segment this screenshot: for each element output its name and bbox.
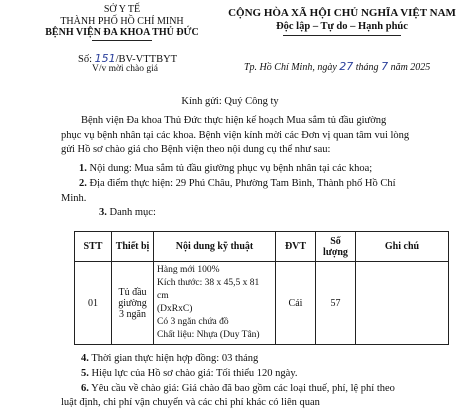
- spec-line: Hàng mới 100%: [157, 265, 220, 275]
- handwritten-day: 27: [339, 60, 354, 73]
- item-text-continued: Minh.: [61, 192, 87, 204]
- spec-line: (DxRxC): [157, 304, 193, 314]
- column-header: Thiết bị: [112, 232, 154, 262]
- spec-line: Có 3 ngăn chứa đồ: [157, 317, 229, 327]
- item-number: 1.: [79, 163, 87, 174]
- place-and-date: [244, 60, 430, 73]
- column-header: Số lượng: [316, 232, 356, 262]
- table-row: [75, 262, 449, 345]
- column-header: Nội dung kỹ thuật: [154, 232, 276, 262]
- month-label: tháng: [355, 62, 379, 73]
- catalog-table: [74, 231, 449, 345]
- item-text: Yêu cầu về chào giá: Giá chào đã bao gồm các loại thuế, phí, lệ phí theo: [91, 383, 395, 394]
- spec-line: Chất liệu: Nhựa (Duy Tân): [157, 330, 260, 340]
- unit: Cái: [276, 262, 316, 345]
- salutation: Kính gửi: Quý Công ty: [181, 96, 279, 107]
- document-subject: V/v mời chào giá: [92, 64, 158, 74]
- spec-line: Kích thước: 38 x 45,5 x 81 cm: [157, 278, 260, 301]
- item-validity: [81, 367, 298, 382]
- year-label: năm 2025: [390, 62, 431, 73]
- sender-header: [22, 4, 222, 41]
- intro-line: Bệnh viện Đa khoa Thủ Đức thực hiện kế hoạch Mua sắm tủ đầu giường: [81, 115, 387, 126]
- national-motto: Độc lập – Tự do – Hạnh phúc: [276, 21, 408, 32]
- item-text: Danh mục:: [109, 207, 156, 218]
- item-duration: [81, 352, 258, 367]
- item-number: 6.: [81, 383, 89, 394]
- item-text: Hiệu lực của Hồ sơ chào giá: Tối thiểu 120 ngày.: [91, 368, 298, 379]
- date-prefix: Tp. Hồ Chí Minh, ngày: [244, 62, 337, 73]
- motto-divider: [283, 35, 401, 36]
- handwritten-month: 7: [381, 60, 389, 73]
- technical-specs: [154, 262, 276, 345]
- item-number: 5.: [81, 368, 89, 379]
- city-name: THÀNH PHỐ HỒ CHÍ MINH: [60, 15, 184, 27]
- item-number: 2.: [79, 178, 87, 189]
- column-header: STT: [75, 232, 112, 262]
- row-number: 01: [75, 262, 112, 345]
- column-header: Ghi chú: [356, 232, 449, 262]
- item-content: [79, 162, 372, 177]
- ministry-name: SỞ Y TẾ: [103, 4, 141, 15]
- item-number: 3.: [99, 207, 107, 218]
- item-text: Nội dung: Mua sắm tủ đầu giường phục vụ bệnh nhân tại các khoa;: [89, 163, 373, 174]
- note: [356, 262, 449, 345]
- item-text: Địa điểm thực hiện: 29 Phú Châu, Phường Tam Bình, Thành phố Hồ Chí: [89, 178, 396, 189]
- header-divider: [92, 40, 152, 41]
- national-header: [222, 6, 460, 36]
- quantity: 57: [316, 262, 356, 345]
- item-catalog: [99, 206, 156, 221]
- item-text: Thời gian thực hiện hợp đồng: 03 tháng: [91, 353, 259, 364]
- handwritten-number: 151: [94, 52, 116, 65]
- device-name: Tủ đầu giường 3 ngăn: [112, 262, 154, 345]
- intro-line: gửi Hồ sơ chào giá cho Bệnh viện theo nội dung cụ thể như sau:: [61, 144, 331, 155]
- item-number: 4.: [81, 353, 89, 364]
- doc-number-label: Số:: [78, 54, 93, 65]
- column-header: ĐVT: [276, 232, 316, 262]
- intro-line: phục vụ bệnh nhân tại các khoa. Bệnh viện kính mời các Đơn vị quan tâm vui lòng: [61, 129, 410, 141]
- item-price-requirements: [81, 382, 395, 397]
- doc-number-code: /BV-VTTBYT: [115, 54, 178, 65]
- country-name: CỘNG HÒA XÃ HỘI CHỦ NGHĨA VIỆT NAM: [228, 7, 456, 19]
- table-header-row: [75, 232, 449, 262]
- item-location: [79, 177, 396, 192]
- hospital-name: BỆNH VIỆN ĐA KHOA THỦ ĐỨC: [45, 27, 199, 38]
- item-text-continued: luật định, chi phí vận chuyển và các chi phí khác có liên quan: [61, 397, 320, 408]
